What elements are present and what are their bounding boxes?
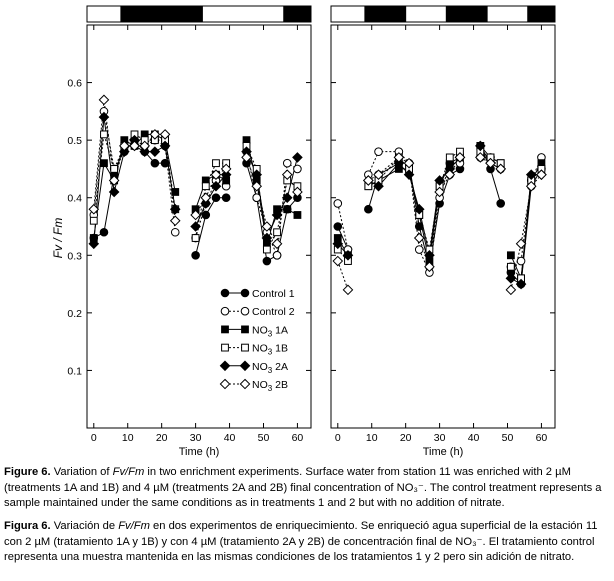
caption-spanish [4,519,608,566]
legend-marker [220,361,229,370]
dark-period [528,6,555,22]
legend-marker [222,326,229,333]
data-point [100,228,108,236]
series-line [247,140,298,244]
data-point [334,200,342,208]
x-tick-label: 30 [433,432,446,444]
legend-marker [221,307,229,315]
x-axis-label: Time (h) [422,446,464,458]
caption-es-label: Figura 6. [4,520,51,532]
y-tick-label: 0.1 [67,365,82,378]
data-point [192,235,199,242]
x-axis-label: Time (h) [178,446,220,458]
legend-label: Control 2 [252,306,295,319]
data-point [90,217,97,224]
data-point [273,251,281,259]
x-tick-label: 60 [535,432,548,444]
light-period [487,6,528,22]
data-point [161,159,169,167]
y-axis-label: Fv / Fm [51,217,65,259]
data-point [283,159,291,167]
x-tick-label: 10 [121,432,134,444]
caption-es-part1: Variación de [50,520,119,532]
data-point [202,183,209,190]
legend-marker [240,361,249,370]
x-tick-label: 0 [90,432,97,444]
data-point [334,223,342,231]
data-point [253,194,261,202]
x-tick-label: 60 [291,432,304,444]
data-point [497,200,505,208]
data-point [415,246,423,254]
dark-period [446,6,487,22]
data-point [333,256,342,265]
series-line [511,175,542,284]
series-line [338,261,348,290]
data-point [415,223,423,231]
panel-right [331,6,555,458]
data-point [172,189,179,196]
data-point [171,216,180,225]
x-tick-label: 40 [223,432,236,444]
data-point [191,222,200,231]
caption-english [4,465,608,512]
data-point [212,194,220,202]
series-line [196,180,227,238]
legend-marker [222,344,229,351]
data-point [294,165,302,173]
legend-label: $NO_3$ 1B [252,342,288,357]
data-point [294,212,301,219]
caption-es-fvfm: Fv/Fm [118,520,150,532]
data-point [274,229,281,236]
light-dark-bar [87,6,311,22]
data-point [202,211,210,219]
legend-label: Control 1 [252,288,295,300]
data-point [111,166,118,173]
caption-en-fvfm: Fv/Fm [112,466,145,478]
panel-left [51,6,311,458]
x-tick-label: 20 [155,432,168,444]
x-tick-label: 40 [467,432,480,444]
y-tick-label: 0.2 [67,307,82,320]
data-point [263,246,270,253]
y-tick-label: 0.5 [67,135,82,148]
data-point [507,263,514,270]
data-point [171,228,179,236]
data-point [284,206,291,213]
legend [220,288,294,393]
y-tick-label: 0.3 [67,250,82,263]
data-point [101,131,108,138]
legend-marker [242,344,249,351]
x-tick-label: 20 [399,432,412,444]
x-tick-label: 50 [501,432,514,444]
legend-label: $NO_3$ 1A [252,324,288,339]
dark-period [365,6,406,22]
legend-label: $NO_3$ 2B [252,379,288,393]
light-period [87,6,121,22]
light-period [202,6,283,22]
x-tick-label: 30 [189,432,202,444]
data-point [507,252,514,259]
caption-en-part1: Variation of [50,466,113,478]
data-point [446,154,453,161]
data-point [151,159,159,167]
legend-marker [241,307,249,315]
series-line [511,157,542,266]
series-line [196,175,227,227]
y-tick-label: 0.6 [67,77,82,90]
data-point [517,257,525,265]
caption-es-part2: en dos experimentos de enriquecimiento. Se enriqueció agua superficial de la estación 11 con 2 µM (tratamiento 1A y 1B) y con 4 µM (tratamiento 2A y 2B) de concentración final de NO₃⁻. El tratamiento control representa una muestra mantenida en las mismas condiciones de los tratamientos 1 y 2 pero sin adición de nitrato. [4,520,598,563]
data-point [506,285,515,294]
data-point [263,257,271,265]
legend-marker [220,379,229,388]
legend-label: $NO_3$ 2A [252,360,288,375]
light-period [331,6,365,22]
legend-marker [241,289,249,297]
data-point [222,194,230,202]
y-tick-label: 0.4 [67,192,82,205]
data-point [192,251,200,259]
caption-en-label: Figure 6. [4,466,51,478]
legend-marker [221,289,229,297]
data-point [293,153,302,162]
caption-en-part2: in two enrichment experiments. Surface water from station 11 was enriched with 2 µM (treatments 1A and 1B) and 4 µM (treatments 2A and 2B) final concentration of NO₃⁻. The control treatment represents a sample maintained under the same conditions as in treatments 1 and 2 but with no addition of nitrate. [4,466,602,509]
x-tick-label: 0 [334,432,341,444]
x-tick-label: 50 [257,432,270,444]
data-point [101,160,108,167]
legend-marker [242,326,249,333]
data-point [150,147,159,156]
light-dark-bar [331,6,555,22]
data-point [99,95,108,104]
legend-marker [240,379,249,388]
dark-period [121,6,202,22]
plot-frame [331,25,555,428]
dark-period [284,6,311,22]
data-point [365,205,373,213]
data-point [213,160,220,167]
x-tick-label: 10 [365,432,378,444]
data-point [375,148,383,156]
data-point [343,285,352,294]
light-period [406,6,447,22]
